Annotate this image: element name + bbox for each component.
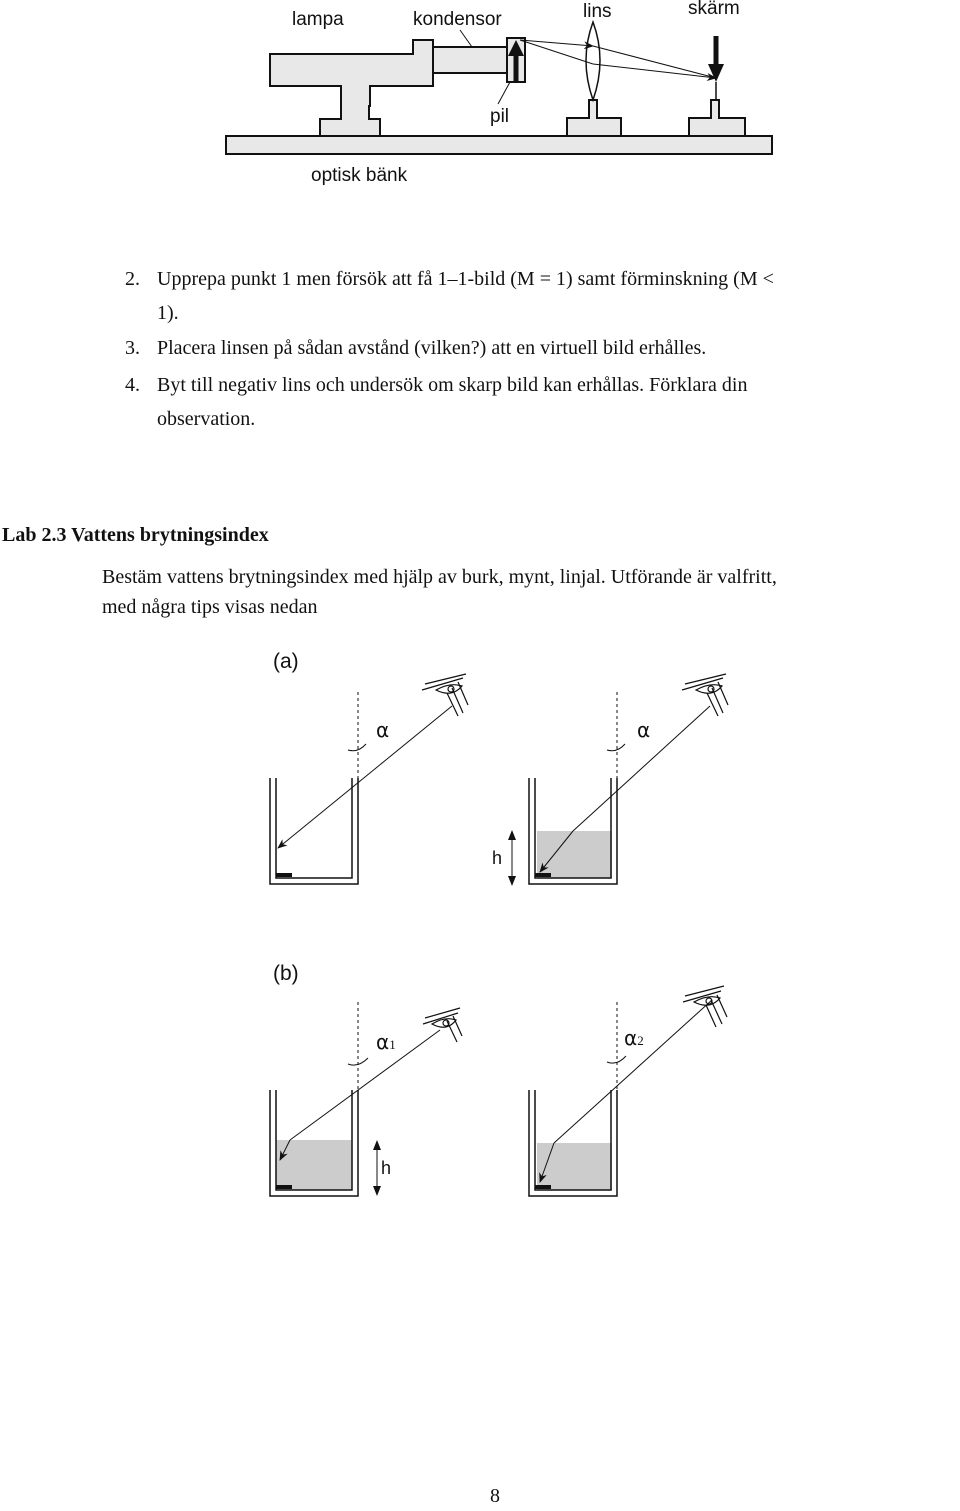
kondensor-leader xyxy=(460,30,472,47)
label-skarm: skärm xyxy=(688,0,740,19)
jar-b2 xyxy=(529,1000,712,1196)
label-pil: pil xyxy=(490,106,510,127)
pil-leader xyxy=(498,82,510,104)
eye-icon xyxy=(422,674,468,716)
coin xyxy=(535,1185,551,1189)
jar-b1 xyxy=(270,1002,440,1196)
eye-icon xyxy=(423,1008,462,1042)
instruction-text: Byt till negativ lins och undersök om skarp bild kan erhållas. Förklara din xyxy=(157,374,748,396)
image-arrow xyxy=(708,36,724,100)
alpha2-label: α2 xyxy=(624,1026,644,1050)
alpha-label: α xyxy=(637,718,651,742)
instruction-continuation: 1). xyxy=(157,302,179,324)
h-label: h xyxy=(492,848,503,868)
coin xyxy=(535,873,551,877)
page-number: 8 xyxy=(490,1485,500,1507)
instruction-continuation: observation. xyxy=(157,408,256,430)
coin xyxy=(276,1185,292,1189)
jar-a-empty xyxy=(270,692,452,884)
jar-a-water xyxy=(508,692,710,886)
light-rays xyxy=(520,40,716,78)
coin xyxy=(276,873,292,877)
alpha1-label: α1 xyxy=(376,1030,396,1054)
lab-body xyxy=(102,562,960,622)
lab-body-line-1: Bestäm vattens brytningsindex med hjälp av burk, mynt, linjal. Utförande är valfritt, xyxy=(102,566,777,588)
figure-label-b: (b) xyxy=(273,962,299,985)
instruction-item-4: 4. Byt till negativ lins och undersök om skarp bild kan erhållas. Förklara din observation. xyxy=(125,368,960,436)
eye-icon xyxy=(682,674,728,716)
lab-title: Lab 2.3 Vattens brytningsindex xyxy=(2,524,269,546)
label-kondensor: kondensor xyxy=(413,9,502,30)
label-optisk-bank: optisk bänk xyxy=(311,165,408,186)
h-label: h xyxy=(381,1158,392,1178)
optical-bench xyxy=(226,38,772,154)
instruction-text: Placera linsen på sådan avstånd (vilken?) att en virtuell bild erhålles. xyxy=(157,337,707,359)
label-lampa: lampa xyxy=(292,9,344,30)
label-lins: lins xyxy=(583,1,612,22)
instruction-item-2: 2. Upprepa punkt 1 men försök att få 1–1-bild (M = 1) samt förminskning (M < 1). xyxy=(125,262,960,330)
instruction-text: Upprepa punkt 1 men försök att få 1–1-bild (M = 1) samt förminskning (M < xyxy=(157,268,774,290)
instruction-item-3: 3. Placera linsen på sådan avstånd (vilken?) att en virtuell bild erhålles. xyxy=(125,337,707,359)
figure-label-a: (a) xyxy=(273,650,299,673)
alpha-label: α xyxy=(376,718,390,742)
lens-shape xyxy=(586,22,600,100)
lab-body-line-2: med några tips visas nedan xyxy=(102,596,318,618)
